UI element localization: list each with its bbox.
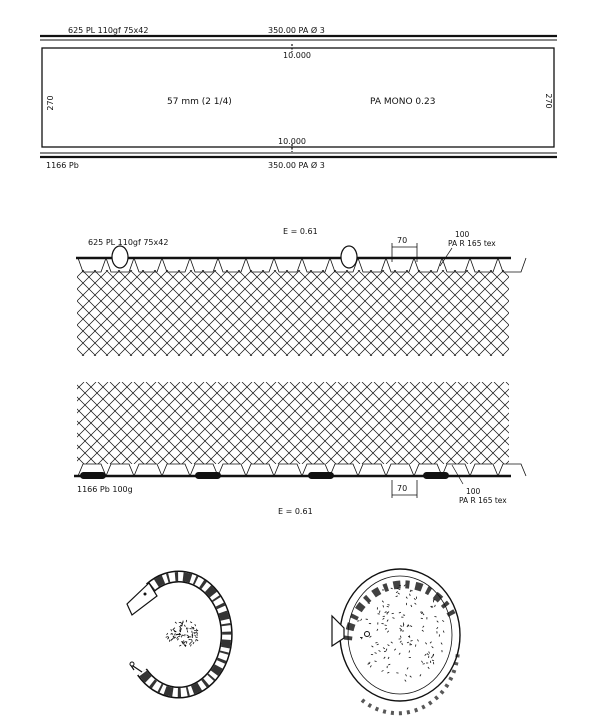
left-depth-label: 270 [46, 95, 55, 111]
top-hanging-meshes [78, 258, 526, 272]
net-plan-view [40, 25, 557, 170]
detail-sinker-label: 1166 Pb 100g [77, 485, 133, 494]
float-left [112, 246, 128, 268]
curled-fish-left [127, 577, 227, 693]
twine-count-bottom: 100 [466, 487, 481, 496]
hanging-ratio-bottom: E = 0.61 [278, 507, 313, 516]
sinker-3 [308, 472, 334, 479]
spacing-label-bottom: 70 [397, 484, 408, 493]
float-right [341, 246, 357, 268]
right-depth-label: 270 [544, 93, 553, 109]
hanging-ratio-top: E = 0.61 [283, 227, 318, 236]
netting-detail-view [0, 227, 600, 516]
top-length-label: 10.000 [283, 51, 311, 60]
bottom-length-label: 10.000 [278, 137, 306, 146]
footrope-label: 350.00 PA Ø 3 [268, 161, 325, 170]
sinker-count-label: 1166 Pb [46, 161, 79, 170]
float-line-label: 625 PL 110gf 75x42 [68, 26, 149, 35]
twine-spec-top: PA R 165 tex [448, 239, 496, 248]
fish-head [127, 583, 157, 615]
twine-count-top: 100 [455, 230, 470, 239]
stomach-contents-left [166, 620, 198, 647]
flatfish-right [332, 569, 460, 713]
sinker-1 [80, 472, 106, 479]
netting-material-label: PA MONO 0.23 [370, 97, 436, 107]
bottom-hanging-meshes [78, 464, 526, 476]
sinker-4 [423, 472, 449, 479]
fish-eye [144, 593, 147, 596]
sinker-2 [195, 472, 221, 479]
net-panel-outline [42, 48, 554, 147]
spacing-label-top: 70 [397, 236, 408, 245]
twine-pointer-bottom [452, 465, 463, 484]
twine-spec-bottom: PA R 165 tex [459, 496, 507, 505]
detail-float-label: 625 PL 110gf 75x42 [88, 238, 169, 247]
headrope-label: 350.00 PA Ø 3 [268, 26, 325, 35]
fish-illustrations [127, 569, 460, 713]
upper-netting-mesh [0, 270, 600, 356]
lower-netting-mesh [0, 382, 600, 464]
flatfish-eye [365, 632, 370, 637]
mesh-size-label: 57 mm (2 1/4) [167, 97, 232, 107]
